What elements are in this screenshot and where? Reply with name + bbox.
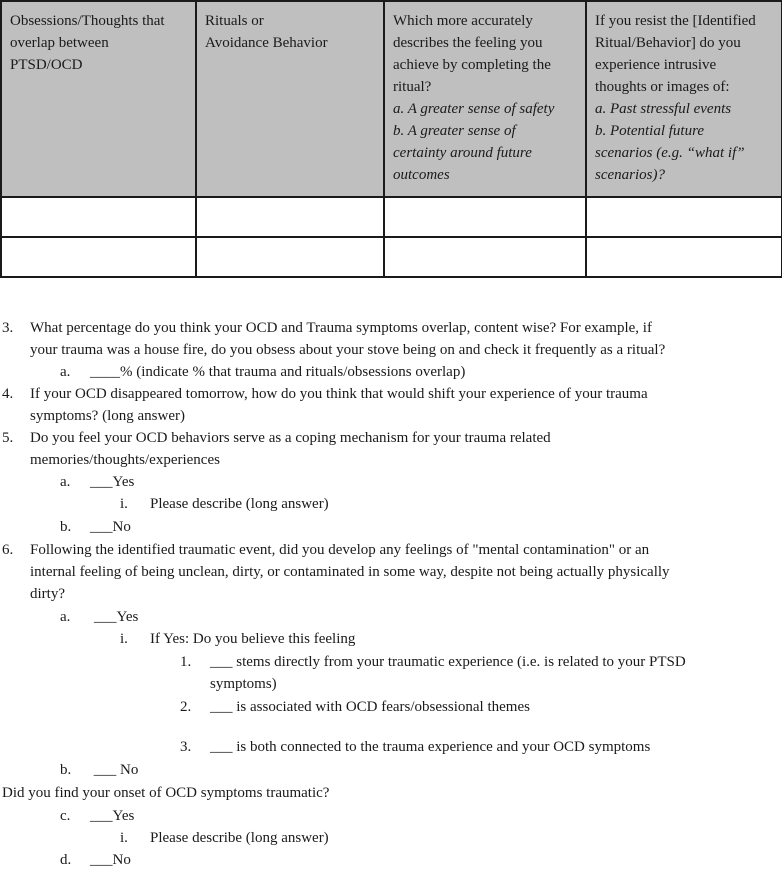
question-text: If your OCD disappeared tomorrow, how do you think that would shift your experience of your trauma [30, 386, 648, 402]
question-text: Did you find your onset of OCD symptoms traumatic? [2, 785, 330, 801]
option-label: 3. [180, 739, 192, 755]
yes-option[interactable]: ___Yes [90, 808, 135, 824]
table-cell[interactable] [196, 197, 384, 237]
choice-stems-from-trauma[interactable]: ___ stems directly from your traumatic experience (i.e. is related to your PTSD [210, 654, 686, 670]
question-text: internal feeling of being unclean, dirty, or contaminated in some way, despite not being actually physically [30, 564, 670, 580]
question-number: 4. [2, 386, 14, 402]
table-cell[interactable] [384, 197, 586, 237]
header-cell-feeling: Which more accurately describes the feeling you achieve by completing the ritual? a. A greater sense of safety b. A greater sense of certainty around future outcomes [384, 1, 586, 197]
overlap-table [0, 0, 782, 278]
yes-option[interactable]: ___Yes [94, 609, 139, 625]
question-text: your trauma was a house fire, do you obsess about your stove being on and check it frequently as a ritual? [30, 342, 666, 358]
option-label: d. [60, 852, 72, 868]
percent-answer-field[interactable]: ____% (indicate % that trauma and rituals/obsessions overlap) [90, 364, 466, 380]
no-option[interactable]: ___No [90, 519, 131, 535]
question-text: memories/thoughts/experiences [30, 452, 220, 468]
question-text: What percentage do you think your OCD and Trauma symptoms overlap, content wise? For example, if [30, 320, 652, 336]
choice-ocd-themes[interactable]: ___ is associated with OCD fears/obsessional themes [210, 699, 530, 715]
option-label: b. [60, 762, 72, 778]
option-label: c. [60, 808, 71, 824]
header-cell-obsessions: Obsessions/Thoughts that overlap between PTSD/OCD [1, 1, 196, 197]
yes-option[interactable]: ___Yes [90, 474, 135, 490]
no-option[interactable]: ___No [90, 852, 131, 868]
header-cell-resist: If you resist the [Identified Ritual/Behavior] do you experience intrusive thoughts or images of: a. Past stressful events b. Potential future scenarios (e.g. “what if” scenarios)? [586, 1, 782, 197]
table-row [1, 197, 782, 237]
question-text: dirty? [30, 586, 65, 602]
option-label: b. [60, 519, 72, 535]
table-cell[interactable] [1, 197, 196, 237]
table-cell[interactable] [196, 237, 384, 277]
describe-prompt: Please describe (long answer) [150, 830, 329, 846]
option-label: i. [120, 830, 128, 846]
table-cell[interactable] [384, 237, 586, 277]
option-label: a. [60, 609, 71, 625]
no-option[interactable]: ___ No [90, 762, 139, 778]
choice-text-continued: symptoms) [210, 676, 277, 692]
option-label: a. [60, 364, 71, 380]
table-cell[interactable] [1, 237, 196, 277]
option-label: i. [120, 631, 128, 647]
table-row [1, 237, 782, 277]
choice-both-connected[interactable]: ___ is both connected to the trauma experience and your OCD symptoms [210, 739, 651, 755]
question-text: Do you feel your OCD behaviors serve as a coping mechanism for your trauma related [30, 430, 551, 446]
header-cell-rituals: Rituals or Avoidance Behavior [196, 1, 384, 197]
question-number: 5. [2, 430, 14, 446]
option-label: 1. [180, 654, 192, 670]
describe-prompt: Please describe (long answer) [150, 496, 329, 512]
table-header-row [1, 1, 782, 197]
table-cell[interactable] [586, 237, 782, 277]
option-label: 2. [180, 699, 192, 715]
question-number: 3. [2, 320, 14, 336]
question-text: symptoms? (long answer) [30, 408, 185, 424]
question-number: 6. [2, 542, 14, 558]
sub-question-text: If Yes: Do you believe this feeling [150, 631, 356, 647]
option-label: a. [60, 474, 71, 490]
option-label: i. [120, 496, 128, 512]
question-text: Following the identified traumatic event, did you develop any feelings of "mental contamination" or an [30, 542, 650, 558]
table-cell[interactable] [586, 197, 782, 237]
